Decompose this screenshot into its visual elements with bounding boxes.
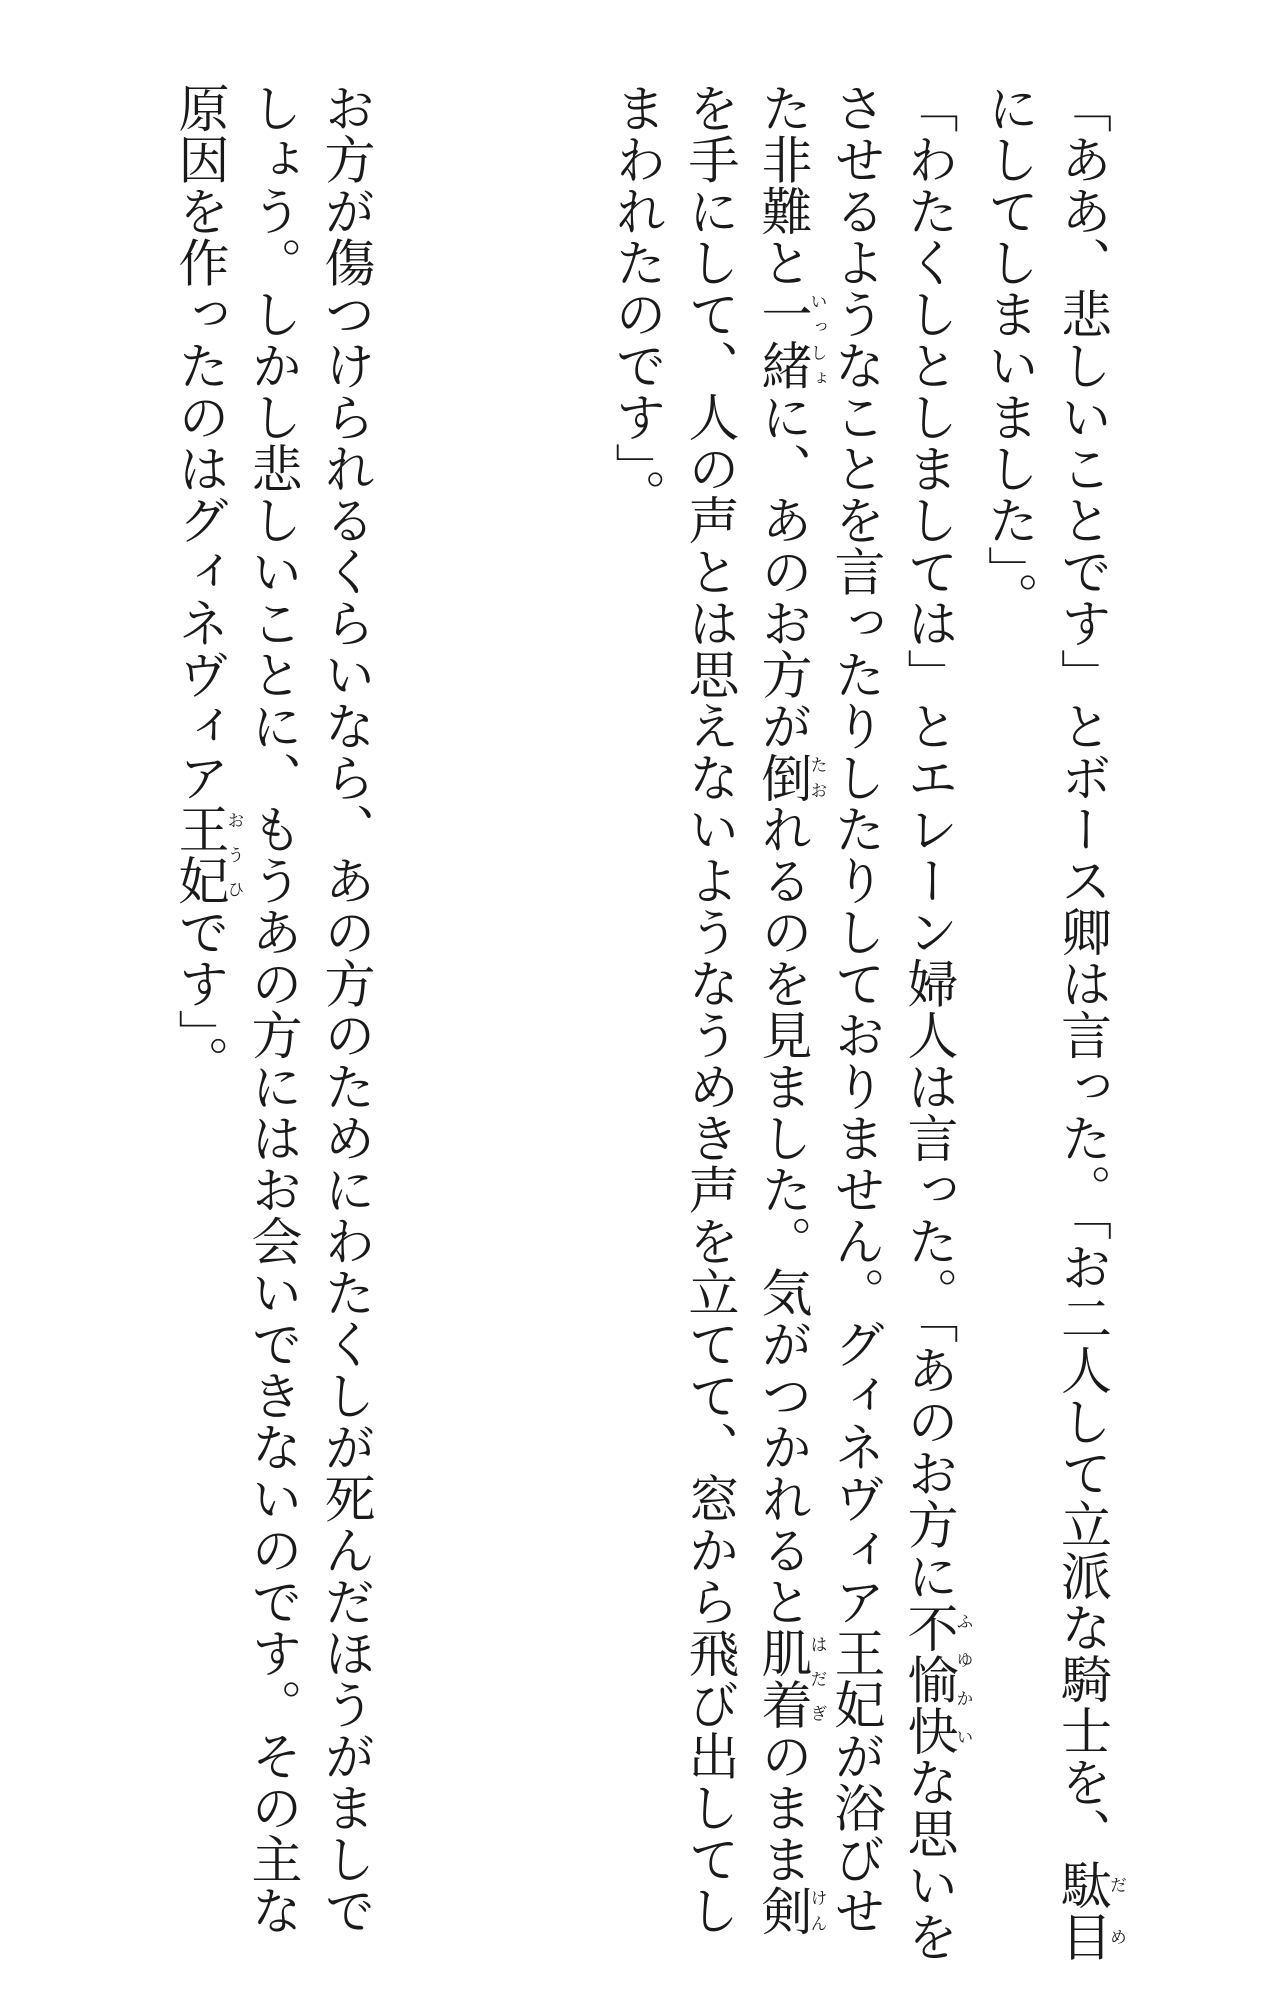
text-run: です」。 xyxy=(169,906,228,1087)
furigana-ruby xyxy=(169,803,244,906)
furigana-ruby xyxy=(752,751,827,804)
text-run: 「わたくしとしましては」とエレーン婦人は言った。「あのお方に xyxy=(898,82,957,1602)
ruby-reading: たお xyxy=(806,751,827,803)
paragraph-elaine xyxy=(599,82,972,1982)
ruby-base: 不愉快 xyxy=(898,1601,957,1756)
ruby-reading: いっしょ xyxy=(806,288,827,391)
ruby-base: 駄目 xyxy=(1051,1859,1111,1962)
ruby-base: 倒 xyxy=(752,751,811,803)
furigana-ruby xyxy=(898,1601,973,1757)
ruby-reading: ふゆかい xyxy=(952,1601,973,1756)
text-run: のまま xyxy=(752,1730,811,1885)
ruby-base: 一緒 xyxy=(752,288,811,391)
ruby-reading: はだぎ xyxy=(806,1627,827,1730)
furigana-ruby xyxy=(752,1884,827,1937)
text-run: れるのを見ました。気がつかれると xyxy=(752,803,811,1627)
ruby-base: 王妃 xyxy=(169,803,228,906)
text-run: にしてしまいました」。 xyxy=(978,82,1038,623)
ruby-reading: おうひ xyxy=(223,803,244,906)
text-run: に、あのお方が xyxy=(752,391,811,752)
vertical-text-block xyxy=(162,82,1125,1982)
furigana-ruby xyxy=(1051,1859,1126,1962)
paragraph-continuation xyxy=(162,82,381,1982)
ruby-reading: けん xyxy=(806,1884,827,1936)
furigana-ruby xyxy=(752,288,827,391)
furigana-ruby xyxy=(752,1627,827,1730)
text-run: お方が傷つけられるくらいなら、あの方のためにわたくしが死んだほうがましでしょう。しかし悲しいことに、もうあの方にはお会いできないのです。その主な原因を作ったのはグィネヴィア xyxy=(169,82,374,1936)
text-run: 「ああ、悲しいことです」とボース卿は言った。「お二人して立派な騎士を、 xyxy=(1051,82,1111,1859)
ruby-base: 肌着 xyxy=(752,1627,811,1730)
paragraph-bors xyxy=(972,82,1126,1982)
text-run: を手にして、人の声とは思えないようなうめき声を立てて、窓から飛び出してしまわれたのです」。 xyxy=(606,82,738,1936)
ruby-base: 剣 xyxy=(752,1884,811,1936)
text-run: な思いをさせるようなことを言ったりしたりしておりません。グィネヴィア王妃が浴びせた非難と xyxy=(752,82,957,1962)
ruby-reading: だめ xyxy=(1106,1859,1126,1962)
